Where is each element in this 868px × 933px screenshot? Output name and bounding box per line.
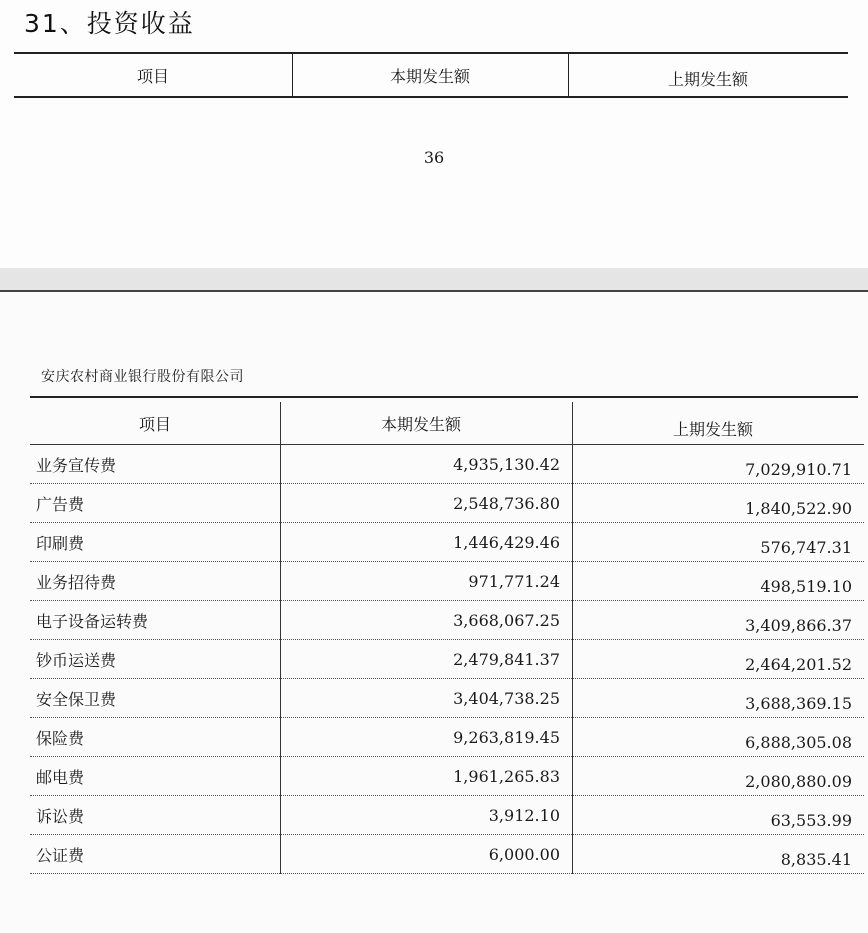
row-current: 9,263,819.45	[453, 727, 560, 747]
expense-table	[30, 402, 864, 874]
row-item: 广告费	[36, 494, 85, 514]
company-name: 安庆农村商业银行股份有限公司	[41, 369, 244, 385]
table-row	[30, 523, 864, 562]
row-item: 电子设备运转费	[36, 611, 149, 631]
row-item: 安全保卫费	[36, 689, 117, 709]
page-top-edge	[0, 290, 868, 292]
row-previous: 3,688,369.15	[745, 693, 852, 713]
row-item: 保险费	[36, 728, 85, 748]
table-row	[30, 718, 864, 757]
header-previous: 上期发生额	[667, 69, 748, 89]
row-previous: 7,029,910.71	[745, 459, 852, 479]
row-current: 3,668,067.25	[453, 610, 560, 630]
page-separator	[0, 268, 868, 290]
header-item: 项目	[138, 414, 171, 434]
table-row	[30, 796, 864, 835]
header-current: 本期发生额	[380, 414, 461, 434]
row-current: 3,912.10	[488, 805, 560, 825]
table-row	[30, 835, 864, 874]
table-row	[30, 757, 864, 796]
bottom-page	[0, 290, 868, 933]
top-page	[0, 0, 868, 268]
table-row	[30, 679, 864, 718]
row-current: 1,961,265.83	[453, 766, 560, 786]
row-current: 4,935,130.42	[453, 454, 560, 474]
row-current: 3,404,738.25	[453, 688, 560, 708]
row-previous: 576,747.31	[760, 537, 852, 557]
row-previous: 2,080,880.09	[745, 771, 852, 791]
table-row	[30, 562, 864, 601]
row-previous: 6,888,305.08	[745, 732, 852, 752]
row-current: 1,446,429.46	[453, 532, 560, 552]
row-previous: 63,553.99	[770, 810, 852, 830]
table-row	[30, 640, 864, 679]
table-header	[30, 402, 864, 445]
row-item: 邮电费	[36, 767, 85, 787]
header-previous: 上期发生额	[672, 419, 753, 439]
header-item: 项目	[136, 66, 169, 86]
top-table-header	[14, 52, 848, 98]
table-row	[30, 601, 864, 640]
company-rule	[30, 396, 858, 398]
row-previous: 1,840,522.90	[745, 498, 852, 518]
row-item: 业务招待费	[36, 572, 117, 592]
page-number: 36	[423, 148, 445, 167]
row-item: 公证费	[36, 845, 85, 865]
row-item: 诉讼费	[36, 806, 85, 826]
row-item: 印刷费	[36, 533, 85, 553]
section-title: 31、投资收益	[24, 9, 195, 38]
row-previous: 8,835.41	[780, 849, 852, 869]
row-current: 2,548,736.80	[453, 493, 560, 513]
row-previous: 498,519.10	[760, 576, 852, 596]
row-item: 钞币运送费	[36, 650, 117, 670]
row-item: 业务宣传费	[36, 455, 117, 475]
table-row	[30, 445, 864, 484]
row-previous: 2,464,201.52	[745, 654, 852, 674]
row-current: 971,771.24	[468, 571, 560, 591]
row-current: 2,479,841.37	[453, 649, 560, 669]
row-previous: 3,409,866.37	[745, 615, 852, 635]
row-current: 6,000.00	[488, 844, 560, 864]
table-row	[30, 484, 864, 523]
header-current: 本期发生额	[389, 66, 470, 86]
